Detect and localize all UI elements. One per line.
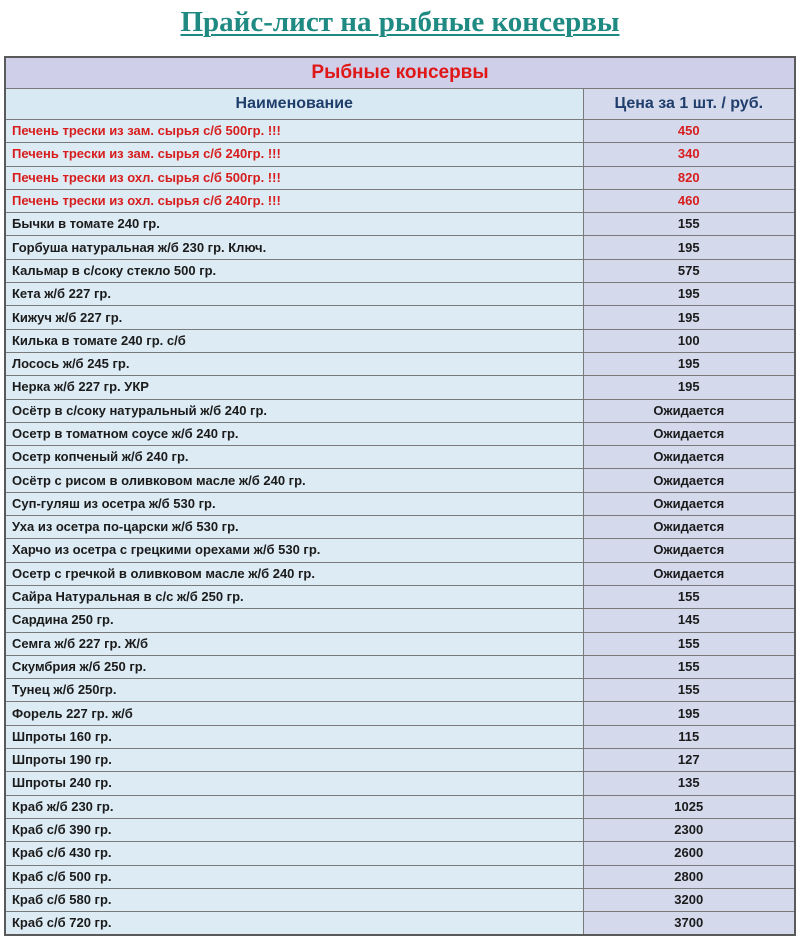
product-price-cell: 195 — [583, 702, 795, 725]
product-name-cell: Краб с/б 580 гр. — [5, 888, 583, 911]
product-price-cell: 450 — [583, 120, 795, 143]
product-price-cell: 195 — [583, 236, 795, 259]
table-row — [5, 259, 795, 282]
product-price-cell: 195 — [583, 376, 795, 399]
price-table-body — [5, 57, 795, 935]
product-price-cell: 155 — [583, 213, 795, 236]
product-price-cell: 3200 — [583, 888, 795, 911]
product-name-cell: Шпроты 160 гр. — [5, 725, 583, 748]
product-price-cell: 195 — [583, 352, 795, 375]
product-name-cell: Нерка ж/б 227 гр. УКР — [5, 376, 583, 399]
product-name-cell: Семга ж/б 227 гр. Ж/б — [5, 632, 583, 655]
product-name-cell: Краб с/б 720 гр. — [5, 912, 583, 936]
table-row — [5, 236, 795, 259]
column-header-name: Наименование — [5, 89, 583, 120]
product-name-cell: Осётр с рисом в оливковом масле ж/б 240 гр. — [5, 469, 583, 492]
product-name-cell: Горбуша натуральная ж/б 230 гр. Ключ. — [5, 236, 583, 259]
price-table — [4, 56, 796, 936]
section-title: Рыбные консервы — [5, 57, 795, 89]
product-price-cell: 2600 — [583, 842, 795, 865]
product-name-cell: Краб с/б 500 гр. — [5, 865, 583, 888]
product-name-cell: Печень трески из охл. сырья с/б 240гр. !!! — [5, 189, 583, 212]
table-row — [5, 492, 795, 515]
product-price-cell: 127 — [583, 749, 795, 772]
product-name-cell: Печень трески из охл. сырья с/б 500гр. !!! — [5, 166, 583, 189]
product-price-cell: 460 — [583, 189, 795, 212]
table-row — [5, 888, 795, 911]
table-row — [5, 166, 795, 189]
product-name-cell: Бычки в томате 240 гр. — [5, 213, 583, 236]
product-name-cell: Осетр копченый ж/б 240 гр. — [5, 446, 583, 469]
product-name-cell: Краб ж/б 230 гр. — [5, 795, 583, 818]
table-row — [5, 865, 795, 888]
product-name-cell: Шпроты 190 гр. — [5, 749, 583, 772]
product-name-cell: Лосось ж/б 245 гр. — [5, 352, 583, 375]
product-name-cell: Шпроты 240 гр. — [5, 772, 583, 795]
product-name-cell: Килька в томате 240 гр. с/б — [5, 329, 583, 352]
product-name-cell: Осетр в томатном соусе ж/б 240 гр. — [5, 422, 583, 445]
table-row — [5, 516, 795, 539]
product-price-cell: Ожидается — [583, 539, 795, 562]
table-row — [5, 539, 795, 562]
product-price-cell: 145 — [583, 609, 795, 632]
table-row — [5, 213, 795, 236]
product-price-cell: 100 — [583, 329, 795, 352]
table-row — [5, 725, 795, 748]
product-price-cell: Ожидается — [583, 469, 795, 492]
table-row — [5, 632, 795, 655]
product-name-cell: Сайра Натуральная в с/с ж/б 250 гр. — [5, 585, 583, 608]
product-name-cell: Кижуч ж/б 227 гр. — [5, 306, 583, 329]
product-name-cell: Кета ж/б 227 гр. — [5, 283, 583, 306]
product-price-cell: Ожидается — [583, 422, 795, 445]
product-name-cell: Форель 227 гр. ж/б — [5, 702, 583, 725]
table-row — [5, 422, 795, 445]
product-price-cell: Ожидается — [583, 399, 795, 422]
table-row — [5, 143, 795, 166]
table-row — [5, 749, 795, 772]
product-name-cell: Сардина 250 гр. — [5, 609, 583, 632]
product-price-cell: 340 — [583, 143, 795, 166]
page-title: Прайс-лист на рыбные консервы — [180, 6, 620, 38]
product-name-cell: Печень трески из зам. сырья с/б 240гр. !!! — [5, 143, 583, 166]
product-price-cell: 135 — [583, 772, 795, 795]
table-row — [5, 818, 795, 841]
product-price-cell: 155 — [583, 585, 795, 608]
product-price-cell: 2800 — [583, 865, 795, 888]
product-price-cell: 155 — [583, 655, 795, 678]
table-row — [5, 609, 795, 632]
product-name-cell: Кальмар в с/соку стекло 500 гр. — [5, 259, 583, 282]
product-price-cell: Ожидается — [583, 492, 795, 515]
table-row — [5, 772, 795, 795]
product-name-cell: Суп-гуляш из осетра ж/б 530 гр. — [5, 492, 583, 515]
column-header-row — [5, 89, 795, 120]
table-row — [5, 120, 795, 143]
table-row — [5, 585, 795, 608]
table-row — [5, 842, 795, 865]
product-price-cell: Ожидается — [583, 446, 795, 469]
product-price-cell: 2300 — [583, 818, 795, 841]
product-name-cell: Осетр с гречкой в оливковом масле ж/б 240 гр. — [5, 562, 583, 585]
product-name-cell: Харчо из осетра с грецкими орехами ж/б 530 гр. — [5, 539, 583, 562]
table-row — [5, 655, 795, 678]
product-name-cell: Скумбрия ж/б 250 гр. — [5, 655, 583, 678]
product-name-cell: Тунец ж/б 250гр. — [5, 679, 583, 702]
table-row — [5, 306, 795, 329]
product-price-cell: 195 — [583, 283, 795, 306]
product-price-cell: 3700 — [583, 912, 795, 936]
product-name-cell: Краб с/б 430 гр. — [5, 842, 583, 865]
product-price-cell: Ожидается — [583, 562, 795, 585]
product-price-cell: 575 — [583, 259, 795, 282]
product-name-cell: Уха из осетра по-царски ж/б 530 гр. — [5, 516, 583, 539]
product-price-cell: 820 — [583, 166, 795, 189]
section-row — [5, 57, 795, 89]
product-price-cell: 1025 — [583, 795, 795, 818]
product-name-cell: Краб с/б 390 гр. — [5, 818, 583, 841]
table-row — [5, 795, 795, 818]
table-row — [5, 352, 795, 375]
product-price-cell: 155 — [583, 632, 795, 655]
table-row — [5, 562, 795, 585]
product-price-cell: 155 — [583, 679, 795, 702]
table-row — [5, 399, 795, 422]
product-price-cell: 115 — [583, 725, 795, 748]
table-row — [5, 469, 795, 492]
table-row — [5, 283, 795, 306]
product-name-cell: Осётр в с/соку натуральный ж/б 240 гр. — [5, 399, 583, 422]
table-row — [5, 376, 795, 399]
product-price-cell: Ожидается — [583, 516, 795, 539]
product-name-cell: Печень трески из зам. сырья с/б 500гр. !!! — [5, 120, 583, 143]
table-row — [5, 679, 795, 702]
table-row — [5, 912, 795, 936]
product-price-cell: 195 — [583, 306, 795, 329]
table-row — [5, 446, 795, 469]
column-header-price: Цена за 1 шт. / руб. — [583, 89, 795, 120]
table-row — [5, 702, 795, 725]
table-row — [5, 329, 795, 352]
table-row — [5, 189, 795, 212]
